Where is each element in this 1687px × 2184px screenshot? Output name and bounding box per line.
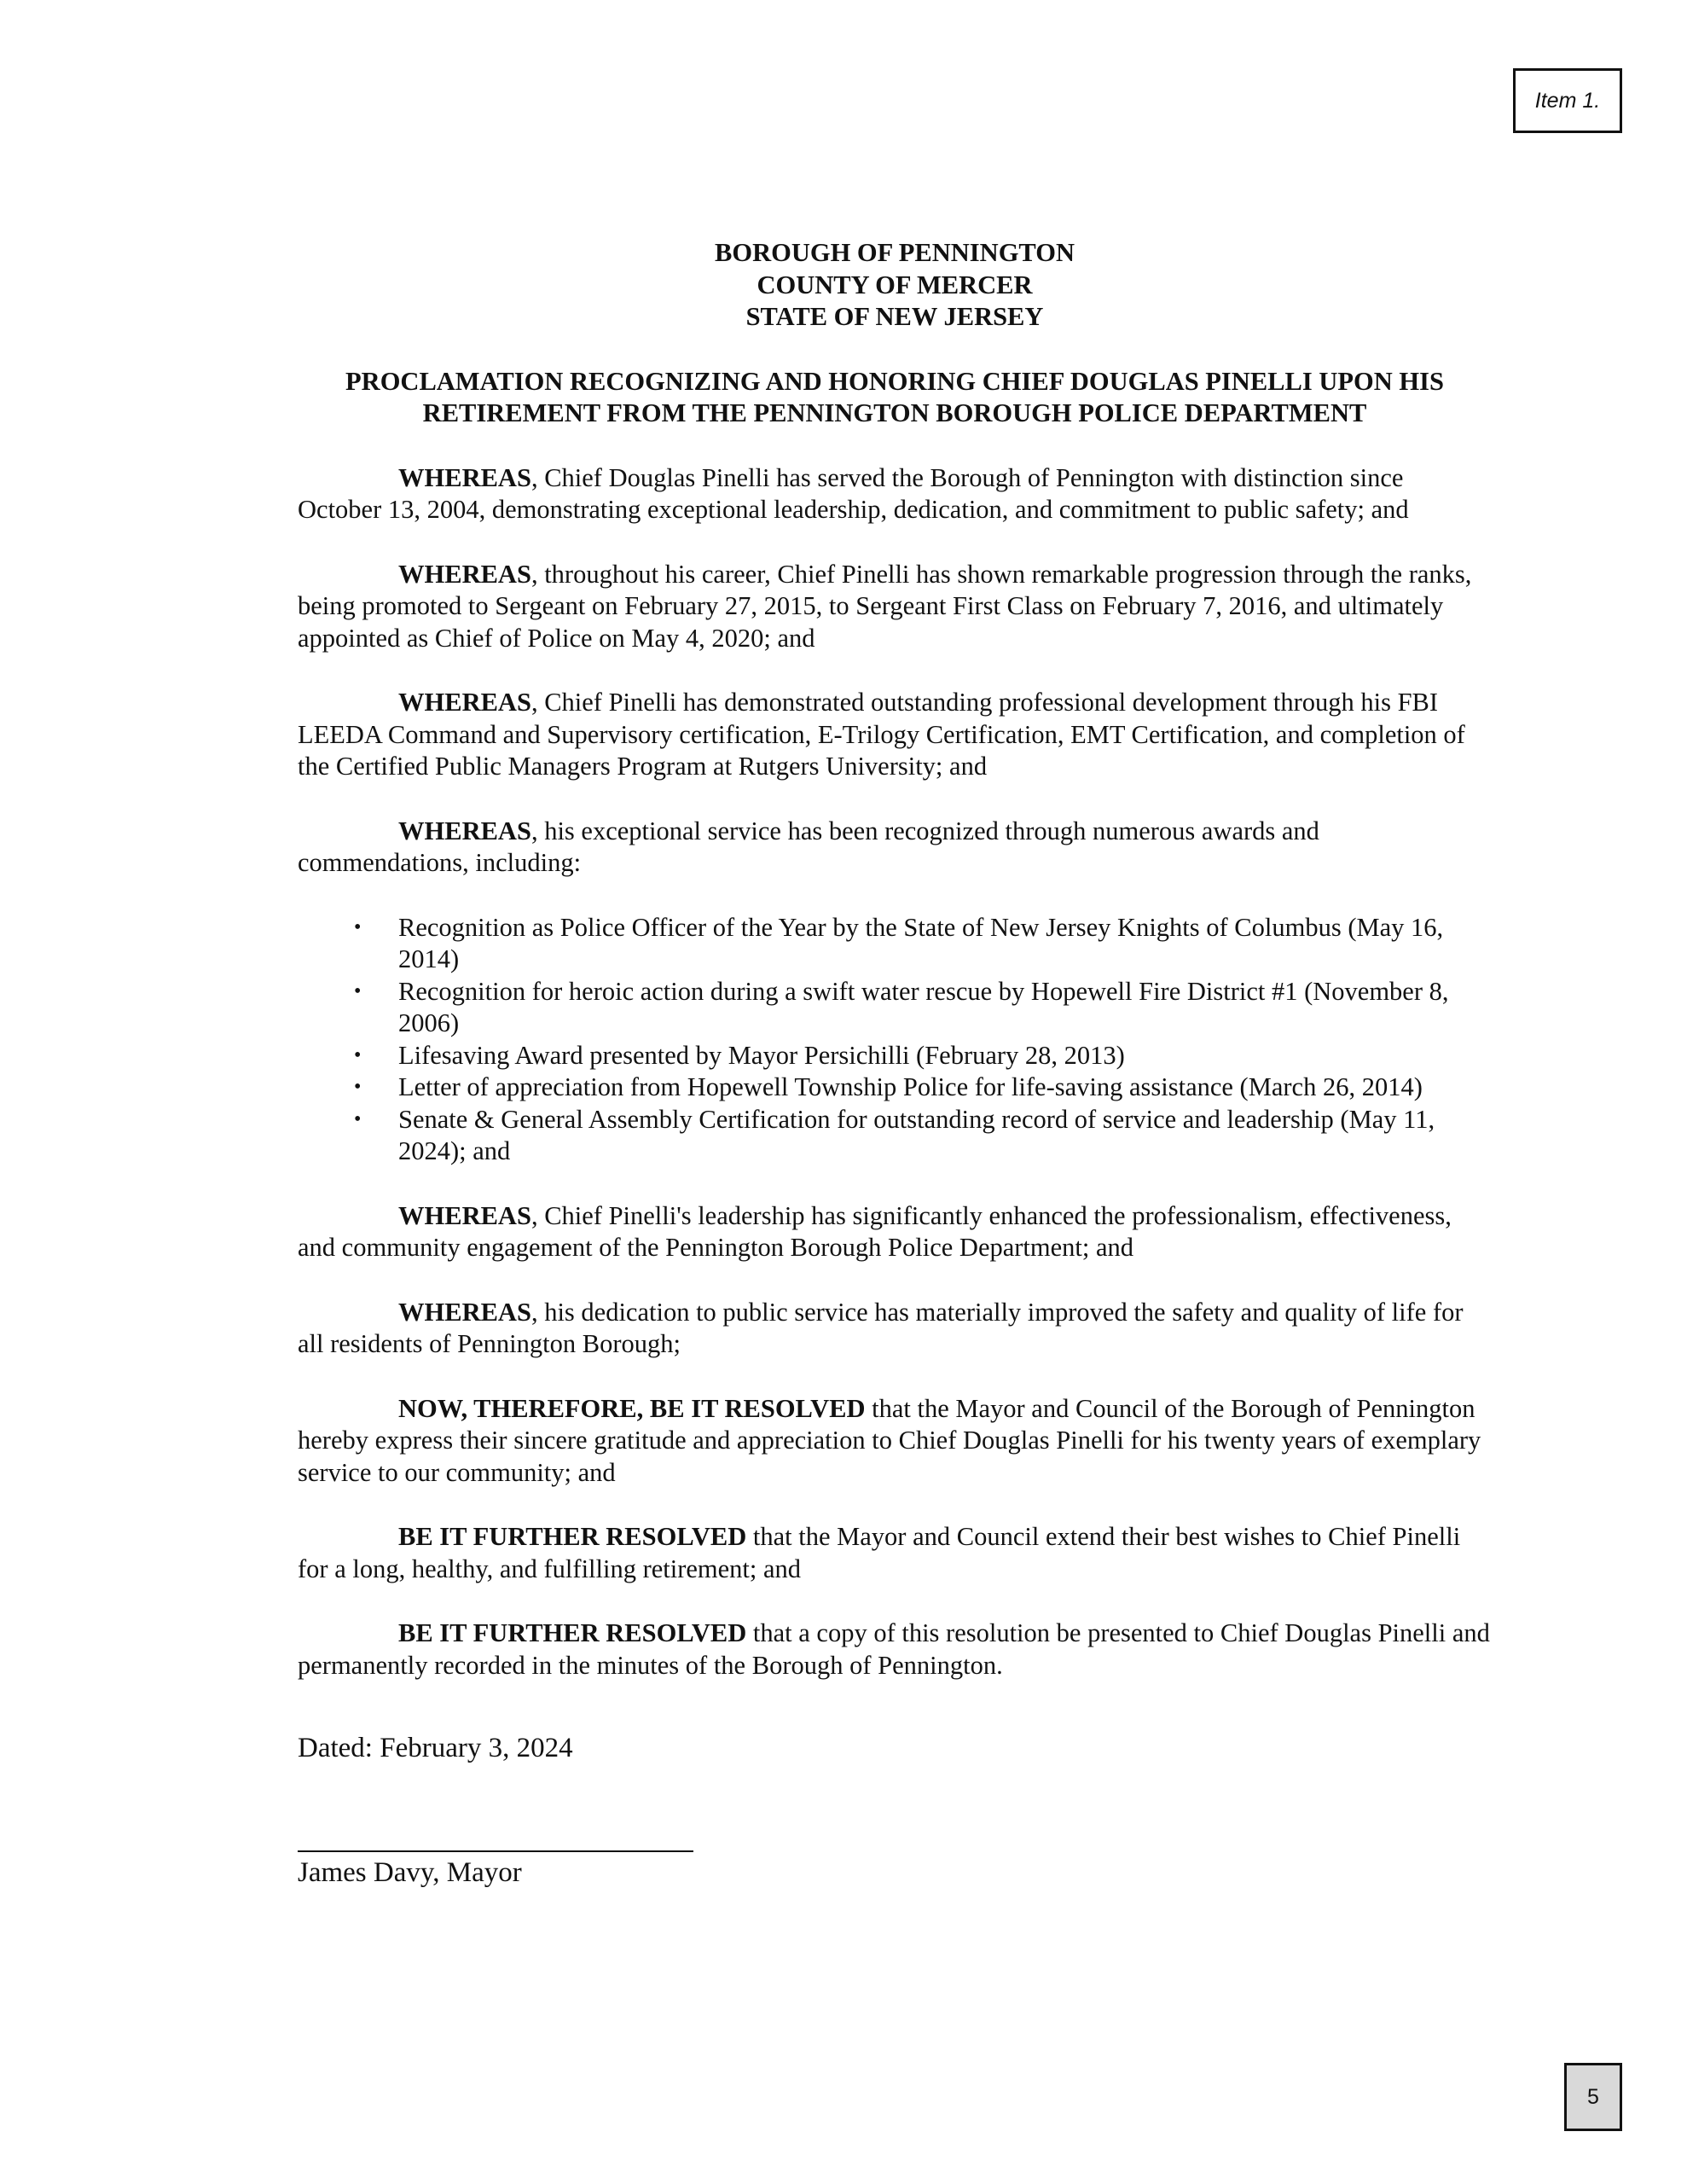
page-number-box <box>1564 2063 1622 2131</box>
signature-line <box>298 1850 693 1852</box>
paragraph-body: , his exceptional service has been recognized through numerous awards and commendations, including: <box>298 816 1319 877</box>
award-text: Senate & General Assembly Certification for outstanding record of service and leadership (May 11, 2024); and <box>398 1104 1435 1165</box>
bullet-icon: • <box>354 1076 362 1098</box>
signature-name: James Davy, Mayor <box>298 1856 522 1888</box>
paragraph-whereas-4 <box>298 816 1492 880</box>
header-state: STATE OF NEW JERSEY <box>745 302 1044 331</box>
paragraph-further-resolved-2 <box>298 1618 1492 1682</box>
bullet-icon: • <box>354 979 362 1002</box>
award-text: Lifesaving Award presented by Mayor Persichilli (February 28, 2013) <box>398 1040 1125 1070</box>
bullet-icon: • <box>354 915 362 938</box>
list-item <box>298 912 1492 976</box>
bullet-icon: • <box>354 1107 362 1130</box>
paragraph-lead: WHEREAS <box>398 462 531 492</box>
list-item <box>298 1072 1492 1104</box>
paragraph-lead: WHEREAS <box>398 816 531 845</box>
paragraph-whereas-3 <box>298 687 1492 783</box>
award-text: Recognition as Police Officer of the Year by the State of New Jersey Knights of Columbus (May 16, 2014) <box>398 912 1444 973</box>
paragraph-lead: WHEREAS <box>398 559 531 589</box>
paragraph-whereas-2 <box>298 559 1492 655</box>
title-line-1: PROCLAMATION RECOGNIZING AND HONORING CHIEF DOUGLAS PINELLI UPON HIS <box>345 366 1444 396</box>
item-label-box <box>1513 68 1622 133</box>
paragraph-body: , his dedication to public service has materially improved the safety and quality of life for all residents of Pennington Borough; <box>298 1297 1464 1358</box>
paragraph-whereas-6 <box>298 1297 1492 1361</box>
paragraph-body: that a copy of this resolution be presented to Chief Douglas Pinelli and permanently recorded in the minutes of the Borough of Pennington. <box>298 1618 1490 1680</box>
paragraph-whereas-1 <box>298 462 1492 526</box>
paragraph-lead: WHEREAS <box>398 688 531 717</box>
header-county: COUNTY OF MERCER <box>757 270 1033 299</box>
paragraph-further-resolved-1 <box>298 1521 1492 1585</box>
paragraph-body: that the Mayor and Council extend their best wishes to Chief Pinelli for a long, healthy, and fulfilling retirement; and <box>298 1522 1461 1583</box>
award-text: Letter of appreciation from Hopewell Township Police for life-saving assistance (March 26, 2014) <box>398 1072 1423 1101</box>
item-label: Item 1. <box>1534 88 1601 113</box>
dated-line: Dated: February 3, 2024 <box>298 1733 573 1763</box>
paragraph-whereas-5 <box>298 1200 1492 1264</box>
title-line-2: RETIREMENT FROM THE PENNINGTON BOROUGH POLICE DEPARTMENT <box>422 398 1367 427</box>
paragraph-lead: BE IT FURTHER RESOLVED <box>398 1522 747 1551</box>
paragraph-body: that the Mayor and Council of the Borough of Pennington hereby express their sincere gratitude and appreciation to Chief Douglas Pinelli for his twenty years of exemplary service to our community; and <box>298 1393 1481 1487</box>
paragraph-body: , throughout his career, Chief Pinelli has shown remarkable progression through the ranks, being promoted to Sergeant on February 27, 2015, to Sergeant First Class on February 7, 2016, and ultimately appointed as Chief of Police on May 4, 2020; and <box>298 559 1472 653</box>
paragraph-lead: WHEREAS <box>398 1200 531 1230</box>
awards-list <box>298 912 1492 1168</box>
paragraph-body: , Chief Douglas Pinelli has served the Borough of Pennington with distinction since October 13, 2004, demonstrating exceptional leadership, dedication, and commitment to public safety; and <box>298 462 1409 524</box>
bullet-icon: • <box>354 1043 362 1066</box>
paragraph-lead: BE IT FURTHER RESOLVED <box>398 1618 747 1647</box>
document-header <box>298 237 1492 334</box>
list-item <box>298 1040 1492 1072</box>
list-item <box>298 976 1492 1040</box>
paragraph-lead: WHEREAS <box>398 1297 531 1327</box>
proclamation-document <box>298 237 1492 1889</box>
paragraph-resolved <box>298 1393 1492 1490</box>
paragraph-body: , Chief Pinelli has demonstrated outstanding professional development through his FBI LEEDA Command and Supervisory certification, E-Trilogy Certification, EMT Certification, and completion of the Certified Public Managers Program at Rutgers University; and <box>298 688 1465 781</box>
page-number: 5 <box>1587 2084 1599 2109</box>
list-item <box>298 1104 1492 1168</box>
header-borough: BOROUGH OF PENNINGTON <box>715 238 1075 267</box>
document-title <box>298 366 1492 430</box>
paragraph-body: , Chief Pinelli's leadership has significantly enhanced the professionalism, effectiveness, and community engagement of the Pennington Borough Police Department; and <box>298 1200 1452 1262</box>
paragraph-lead: NOW, THEREFORE, BE IT RESOLVED <box>398 1393 866 1423</box>
award-text: Recognition for heroic action during a swift water rescue by Hopewell Fire District #1 (November 8, 2006) <box>398 976 1449 1037</box>
